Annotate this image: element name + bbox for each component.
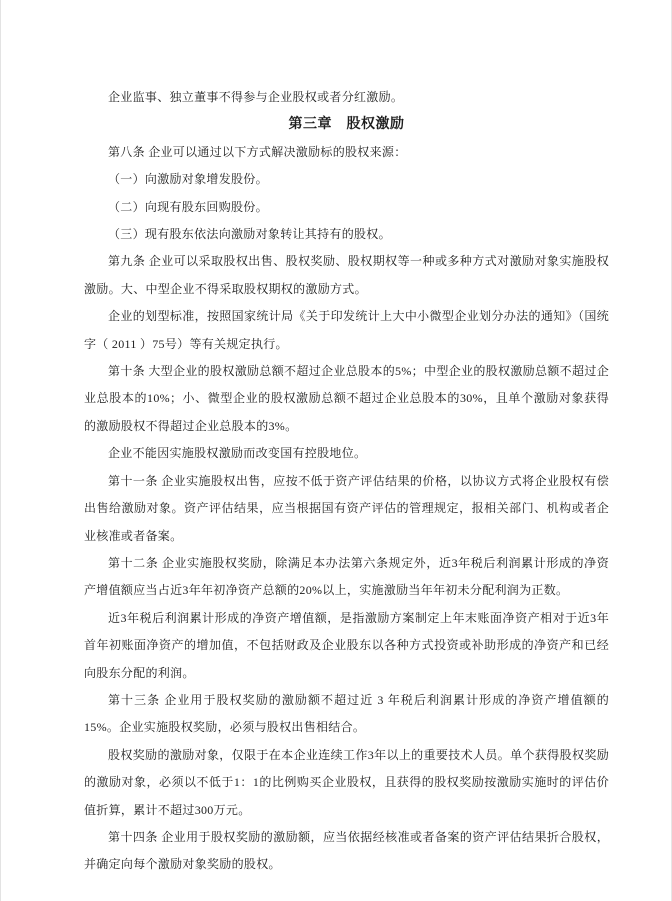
article-8-item-2: （二）向现有股东回购股份。 bbox=[108, 199, 268, 214]
article-9-paragraph: 第九条 企业可以采取股权出售、股权奖励、股权期权等一种或多种方式对激励对象实施股权激励。大、中型企业不得采取股权期权的激励方式。 bbox=[84, 254, 609, 296]
article-8-lead: 第八条 企业可以通过以下方式解决激励标的股权来源： bbox=[108, 144, 407, 159]
document-body bbox=[84, 84, 609, 879]
article-11-paragraph: 第十一条 企业实施股权出售，应按不低于资产评估结果的价格，以协议方式将企业股权有偿出售给激励对象。资产评估结果，应当根据国有资产评估的管理规定，报相关部门、机构或者企业核准或者备案。 bbox=[84, 473, 609, 543]
article-13-paragraph: 第十三条 企业用于股权奖励的激励额不超过近 3 年税后利润累计形成的净资产增值额的15%。企业实施股权奖励，必须与股权出售相结合。 bbox=[84, 692, 609, 735]
enterprise-classification-paragraph: 企业的划型标准，按照国家统计局《关于印发统计上大中小微型企业划分办法的通知》（国统字（ 2011 ）75号）等有关规定执行。 bbox=[84, 309, 609, 351]
article-8-item-1: （一）向激励对象增发股份。 bbox=[108, 172, 268, 187]
article-14-paragraph: 第十四条 企业用于股权奖励的激励额，应当依据经核准或者备案的资产评估结果折合股权，并确定向每个激励对象奖励的股权。 bbox=[84, 829, 609, 872]
article-10-paragraph: 第十条 大型企业的股权激励总额不超过企业总股本的5%；中型企业的股权激励总额不超过企业总股本的10%；小、微型企业的股权激励总额不超过企业总股本的30%，且单个激励对象获得的激励股权不得超过企业总股本的3%。 bbox=[84, 364, 609, 433]
state-control-paragraph: 企业不能因实施股权激励而改变国有控股地位。 bbox=[108, 446, 367, 461]
article-12-paragraph: 第十二条 企业实施股权奖励，除满足本办法第六条规定外，近3年税后利润累计形成的净资产增值额应当占近3年年初净资产总额的20%以上，实施激励当年年初未分配利润为正数。 bbox=[84, 555, 609, 598]
net-asset-increase-definition-paragraph: 近3年税后利润累计形成的净资产增值额，是指激励方案制定上年末账面净资产相对于近3年首年初账面净资产的增加值，不包括财政及企业股东以各种方式投资或补助形成的净资产和已经向股东分配的利润。 bbox=[84, 610, 609, 680]
article-8-item-3: （三）现有股东依法向激励对象转让其持有的股权。 bbox=[108, 227, 391, 242]
chapter-heading: 第三章 股权激励 bbox=[288, 117, 405, 133]
award-recipients-paragraph: 股权奖励的激励对象，仅限于在本企业连续工作3年以上的重要技术人员。单个获得股权奖励的激励对象，必须以不低于1：1的比例购买企业股权，且获得的股权奖励按激励实施时的评估价值折算，累计不超过300万元。 bbox=[84, 747, 609, 817]
paragraph-supervisors-restriction: 企业监事、独立董事不得参与企业股权或者分红激励。 bbox=[108, 90, 404, 104]
